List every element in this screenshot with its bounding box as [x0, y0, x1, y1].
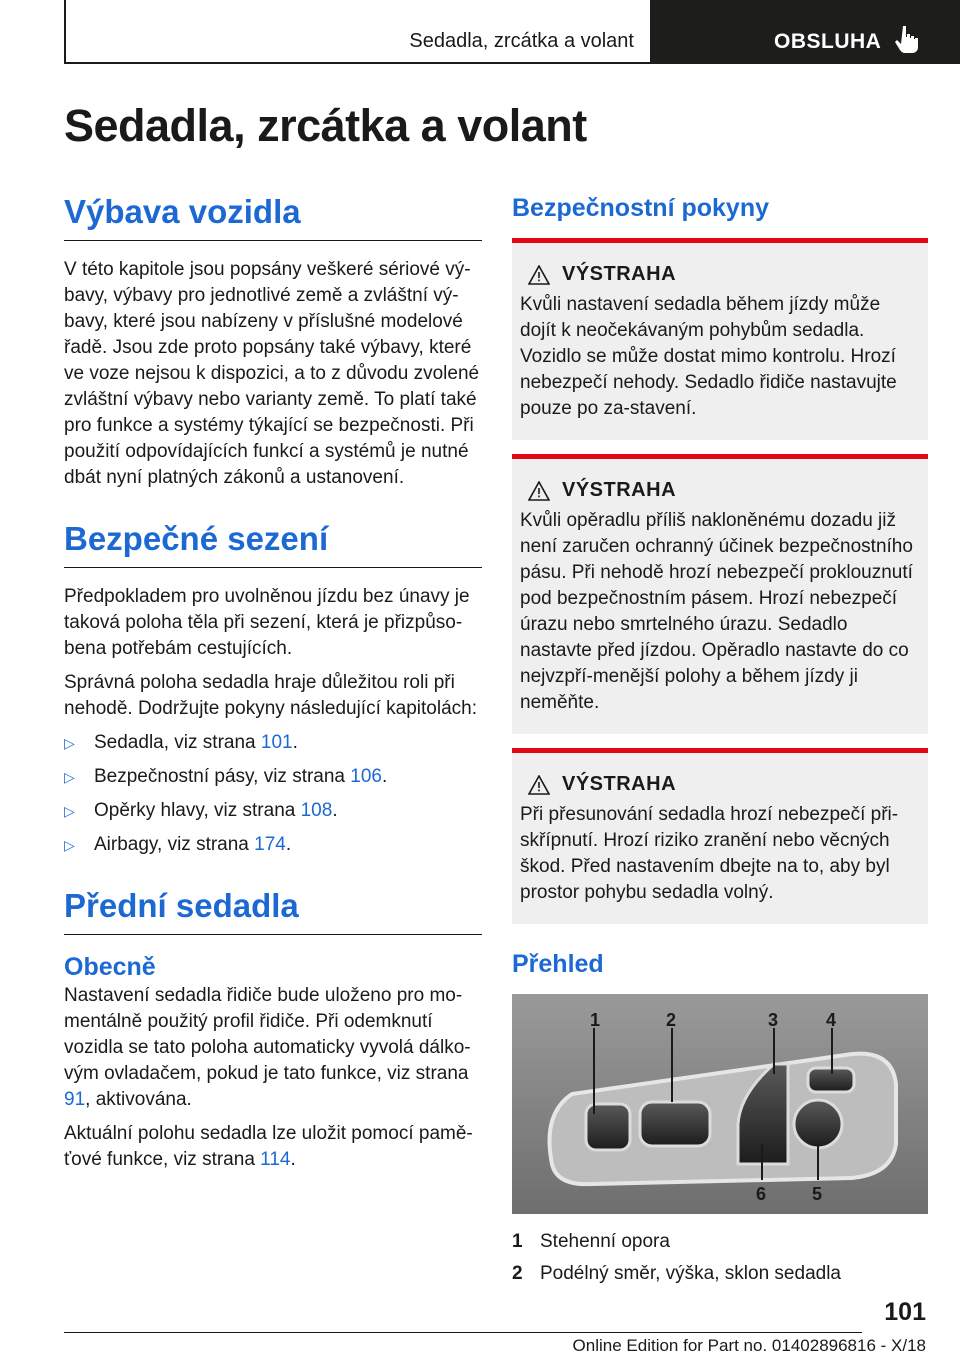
seat-controls-illustration [512, 994, 928, 1214]
warning-box [512, 454, 928, 734]
page-number: 101 [884, 1298, 926, 1326]
section-bezpecne-sezeni [64, 517, 482, 858]
predni-text-1: Nastavení sedadla řidiče bude uloženo pro mo-mentálně použitý profil řidiče. Při odemknutí vozidla se tato poloha automaticky vyvolá dálko-vým ovladačem, pokud je tato funkce, viz strana 91, aktivována. [64, 985, 471, 1110]
heading-obecne: Obecně [64, 953, 156, 981]
header-left-rule [64, 0, 66, 64]
triangle-bullet-icon: ▷ [64, 735, 75, 751]
footer-rule [64, 1332, 862, 1333]
callout-3: 3 [768, 1010, 779, 1030]
list-item: ▷ Opěrky hlavy, viz strana 108. [64, 798, 482, 824]
page-title: Sedadla, zrcátka a volant [64, 100, 587, 151]
warning-title: VÝSTRAHA [562, 479, 677, 501]
chapter-tab-label: OBSLUHA [774, 30, 882, 53]
page-link[interactable]: 114 [260, 1149, 291, 1170]
warning-box [512, 748, 928, 924]
heading-prehled: Přehled [512, 950, 604, 978]
footer-edition: Online Edition for Part no. 01402896816 - X/18 [572, 1336, 926, 1355]
triangle-bullet-icon: ▷ [64, 837, 75, 853]
heading-bezpecnostni-pokyny: Bezpečnostní pokyny [512, 194, 769, 222]
warning-text: Kvůli opěradlu příliš nakloněnému dozadu již není zaručen ochranný účinek bezpečnostního pásu. Při nehodě hrozí nebezpečí proklouznutí pod bezpečnostním pásem. Hrozí nebezpečí úrazu nebo smrtelného úrazu. Sedadlo nastavte před jízdou. Opěradlo nastavte do co nejvzpří-menější polohy a během jízdy ji neměňte. [520, 510, 913, 713]
sezeni-text-1: Předpokladem pro uvolněnou jízdu bez únavy je taková poloha těla při sezení, která je přizpůso-bena potřebám cestujících. [64, 586, 470, 659]
legend-item: 2 Podélný směr, výška, sklon sedadla [512, 1263, 841, 1284]
triangle-bullet-icon: ▷ [64, 769, 75, 785]
warning-box [512, 238, 928, 440]
page-link[interactable]: 174 [254, 834, 286, 855]
sezeni-text-2: Správná poloha sedadla hraje důležitou roli při nehodě. Dodržujte pokyny následující kapitolách: [64, 672, 477, 719]
list-item: ▷ Airbagy, viz strana 174. [64, 832, 482, 858]
callout-5: 5 [812, 1184, 823, 1204]
warning-text: Kvůli nastavení sedadla během jízdy může dojít k neočekávaným pohybům sedadla. Vozidlo se může dostat mimo kontrolu. Hrozí nebezpečí nehody. Sedadlo řidiče nastavujte pouze po za-stavení. [520, 294, 897, 419]
list-item: ▷ Bezpečnostní pásy, viz strana 106. [64, 764, 482, 790]
right-column [512, 190, 928, 1290]
seat-controls-photo [512, 994, 928, 1214]
warning-text: Při přesunování sedadla hrozí nebezpečí při-skřípnutí. Hrozí riziko zranění nebo věcných škod. Před nastavením dbejte na to, aby byl prostor pohybu sedadla volný. [520, 804, 899, 903]
warning-triangle-icon [528, 775, 550, 795]
callout-2: 2 [666, 1010, 677, 1030]
page-link[interactable]: 108 [300, 800, 333, 821]
left-column [64, 190, 482, 1199]
header-bottom-rule [64, 62, 650, 64]
warning-title: VÝSTRAHA [562, 773, 677, 795]
list-item: ▷ Sedadla, viz strana 101. [64, 730, 482, 756]
heading-predni-sedadla: Přední sedadla [64, 884, 482, 935]
page-link[interactable]: 101 [260, 732, 293, 753]
page-link[interactable]: 106 [350, 766, 382, 787]
header-chapter-tab[interactable] [650, 0, 960, 64]
callout-4: 4 [826, 1010, 837, 1030]
warning-title: VÝSTRAHA [562, 263, 677, 285]
page-link[interactable]: 91 [64, 1089, 86, 1110]
section-vybava [64, 190, 482, 491]
reference-list [64, 730, 482, 858]
header-section-title: Sedadla, zrcátka a volant [409, 30, 634, 52]
heading-bezpecne-sezeni: Bezpečné sezení [64, 517, 482, 568]
triangle-bullet-icon: ▷ [64, 803, 75, 819]
predni-text-2: Aktuální polohu sedadla lze uložit pomocí pamě-ťové funkce, viz strana 114. [64, 1123, 473, 1170]
callout-1: 1 [590, 1010, 601, 1030]
legend-list [512, 1226, 928, 1290]
warning-triangle-icon [528, 481, 550, 501]
callout-6: 6 [756, 1184, 767, 1204]
hand-pointer-icon [894, 24, 920, 54]
vybava-text: V této kapitole jsou popsány veškeré sériové vý-bavy, výbavy pro jednotlivé země a zvláštní vý-bavy, které jsou nabízeny v příslušné modelové řadě. Jsou zde proto popsány také výbavy, které ve voze nejsou k dispozici, a to z důvodu zvolené zvláštní výbavy nebo varianty země. To platí také pro funkce a systémy týkající se bezpečnosti. Při použití odpovídajících funkcí a systémů je nutné dbát nyní platných zákonů a ustanovení. [64, 259, 480, 488]
section-predni-sedadla [64, 884, 482, 1173]
legend-item: 1 Stehenní opora [512, 1231, 670, 1252]
warning-triangle-icon [528, 265, 550, 285]
heading-vybava: Výbava vozidla [64, 190, 482, 241]
